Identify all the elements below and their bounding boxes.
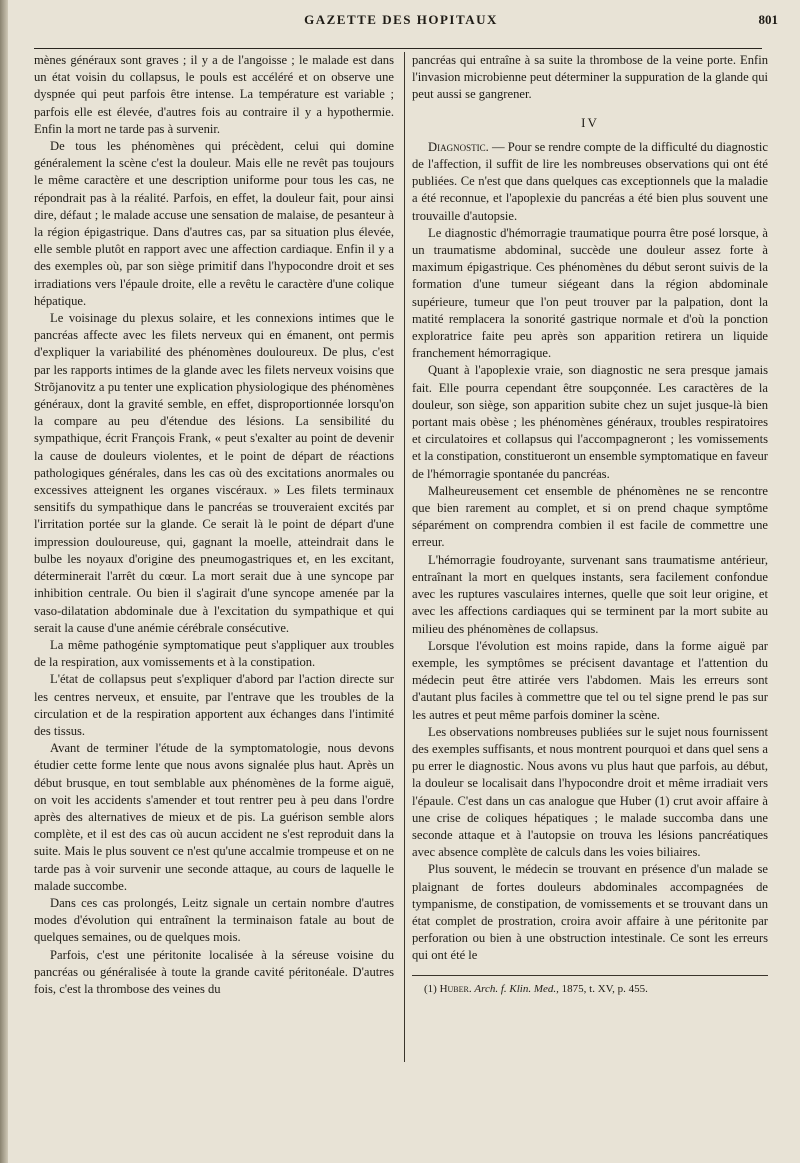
footnote-reference: 1875, t. XV, p. 455. [561, 982, 648, 995]
page-number: 801 [758, 12, 778, 27]
footnote-marker: (1) [424, 982, 437, 995]
paragraph: pancréas qui entraîne à sa suite la thrombose de la veine porte. Enfin l'invasion microbienne peut déterminer la suppuration de la glande qui peut aussi se gangrener. [412, 53, 768, 102]
left-column [34, 52, 394, 998]
paragraph: Plus souvent, le médecin se trouvant en présence d'un malade se plaignant de fortes douleurs abdominales accompagnées de tympanisme, de constipation, de vomissements et se trouvant dans un état complet de prostration, croira avoir affaire à une péritonite par perforation ou bien à une obstruction intestinale. Ce sont les erreurs qui ont été le [412, 862, 768, 963]
paragraph: mènes généraux sont graves ; il y a de l'angoisse ; le malade est dans un état voisin du collapsus, le pouls est accéléré et on observe une dyspnée qui peut parfois être intense. La température est variable ; parfois elle est élevée, d'autres fois au contraire il y a hypothermie. Enfin la mort ne tarde pas à survenir. [34, 53, 394, 136]
paragraph: Quant à l'apoplexie vraie, son diagnostic ne sera presque jamais fait. Elle pourra cependant être soupçonnée. Les caractères de la douleur, son siège, son apparition subite chez un sujet jusque-là bien portant mais obèse ; les phénomènes généraux, troubles respiratoires et circulatoires et collapsus qui l'accompagneront ; les vomissements et la constipation, constitueront un ensemble symptomatique en faveur de l'hémorragie spontanée du pancréas. [412, 363, 768, 481]
footnote-journal: Arch. f. Klin. Med., [474, 982, 559, 995]
paragraph: L'état de collapsus peut s'expliquer d'abord par l'action directe sur les centres nerveux, et ensuite, par l'entrave que les troubles de la circulation et de la respiration apportent aux échanges dans l'intimité des tissus. [34, 672, 394, 738]
binding-edge [0, 0, 8, 1163]
paragraph-text: — Pour se rendre compte de la difficulté du diagnostic de l'affection, il suffit de lire les nombreuses observations qui ont été publiées. Ce n'est que dans quelques cas exceptionnels que la maladie a été reconnue, et l'apoplexie du pancréas a été bien plus souvent une trouvaille d'autopsie. [412, 139, 768, 223]
paragraph: Malheureusement cet ensemble de phénomènes ne se rencontre que bien rarement au complet, et si on prend chaque symptôme séparément on comprendra combien il est facile de commettre une erreur. [412, 483, 768, 550]
paragraph: De tous les phénomènes qui précèdent, celui qui domine généralement la scène c'est la douleur. Mais elle ne revêt pas toujours le même caractère et une description uniforme pour tous les cas, ne répondrait pas à la réalité. Parfois, en effet, la douleur fait, pour ainsi dire, défaut ; le malade accuse une sensation de malaise, de pesanteur à la région épigastrique. Dans d'autres cas, par sa situation plus élevée, elle semble plutôt en rapport avec une affection cardiaque. Enfin il y a des exemples où, par son siège primitif dans l'hypocondre droit et ses irradiations vers l'épaule droite, elle a revêtu le caractère d'une colique hépatique. [34, 139, 394, 308]
footnote [412, 982, 768, 996]
paragraph: La même pathogénie symptomatique peut s'appliquer aux troubles de la respiration, aux vomissements et à la constipation. [34, 637, 394, 670]
page-header [24, 12, 778, 38]
section-number: IV [581, 114, 599, 130]
journal-title: GAZETTE DES HOPITAUX [304, 12, 498, 27]
paragraph: Dans ces cas prolongés, Leitz signale un certain nombre d'autres modes d'évolution qui entraînent la terminaison fatale au bout de quelques semaines, ou de quelques mois. [34, 895, 394, 945]
paragraph: Le voisinage du plexus solaire, et les connexions intimes que le pancréas affecte avec les filets nerveux qui en émanent, ont permis d'expliquer la variabilité des phénomènes douloureux. De plus, c'est par les rapports intimes de la glande avec les filets nerveux voisins que Strõjanovitz a pu tenter une explication physiologique des phénomènes généraux, dont la gravité semble, en effet, disproportionnée lorsqu'on la compare au peu d'étendue des lésions. La sensibilité du sympathique, écrit François Frank, « peut s'exalter au point de devenir la cause de douleurs violentes, et le point de départ de réactions pathologiques générales, dans les cas où des excitations anormales ou excessives atteignent les organes viscéraux. » Les filets terminaux sensitifs du sympathique dans le pancréas se trouveraient excités par l'irritation portée sur la glande. Ce serait là le point de départ d'une impression douloureuse, qui, gagnant la moelle, atteindrait dans le bulbe les noyaux d'origine des pneumogastriques et, en les excitant, déterminerait l'arrêt du cœur. La mort serait due à une syncope par inhibition centrale. Ou bien il s'agirait d'une syncope amenée par la vaso-dilatation abdominale due à l'excitation du sympathique et qui serait la cause d'une anémie cérébrale consécutive. [34, 311, 394, 635]
paragraph [412, 139, 768, 225]
paragraph: Le diagnostic d'hémorragie traumatique pourra être posé lorsque, à un traumatisme abdominal, succède une douleur assez forte à maximum épigastrique. Ces phénomènes du début seront suivis de la formation d'une tumeur siégeant dans la région abdominale supérieure, tumeur que l'on peut trouver par la palpation, dont la matité remplacera la sonorité gastrique normale et d'où la ponction exploratrice faite peu après son apparition retirera un liquide franchement hémorragique. [412, 225, 768, 361]
paragraph: Avant de terminer l'étude de la symptomatologie, nous devons étudier cette forme lente que nous avons signalée plus haut. Après un début brusque, en tout semblable aux phénomènes de la forme aiguë, on voit les accidents s'amender et tout rentrer peu à peu dans l'ordre après des alternatives de mieux et de pis. La guérison semble alors complète, et il est des cas où aucun accident ne s'est reproduit dans la suite. Mais le plus souvent ce n'est qu'une accalmie trompeuse et on ne tarde pas à voir survenir une seconde attaque, au cours de laquelle le malade succombe. [34, 741, 394, 893]
column-divider [404, 52, 405, 1062]
paragraph: Lorsque l'évolution est moins rapide, dans la forme aiguë par exemple, les symptômes se précisent davantage et l'attention du médecin peut être attirée vers l'abdomen. Mais les erreurs sont d'autant plus faciles à commettre que tel ou tel signe prend le pas sur les autres et peut même parfois dominer la scène. [412, 638, 768, 722]
right-column [412, 52, 768, 996]
footnote-author: Huber. [439, 982, 472, 995]
header-rule [34, 48, 762, 49]
paragraph: Parfois, c'est une péritonite localisée à la séreuse voisine du pancréas ou généralisée à toute la grande cavité péritonéale. D'autres fois, c'est la thrombose des veines du [34, 947, 394, 996]
section-heading: Diagnostic. [428, 139, 489, 154]
footnote-rule [412, 975, 768, 976]
paragraph: L'hémorragie foudroyante, survenant sans traumatisme antérieur, entraînant la mort en quelques instants, sera facilement confondue avec les ruptures vasculaires internes, quelle que soit leur origine, et avec les affections cardiaques qui se terminent par la mort subite au milieu des phénomènes de collapsus. [412, 552, 768, 636]
paragraph: Les observations nombreuses publiées sur le sujet nous fournissent des exemples suffisants, et nous montrent pourquoi et dans quel sens a pu errer le diagnostic. Nous avons vu plus haut que parfois, au début, la douleur se localisait dans l'hypocondre droit et même irradiait vers l'épaule. C'est dans un cas analogue que Huber (1) crut avoir affaire à une crise de coliques hépatiques ; le malade succomba dans une seconde attaque et à l'autopsie on trouva les lésions pancréatiques avec absence complète de calculs dans les voies biliaires. [412, 724, 768, 860]
